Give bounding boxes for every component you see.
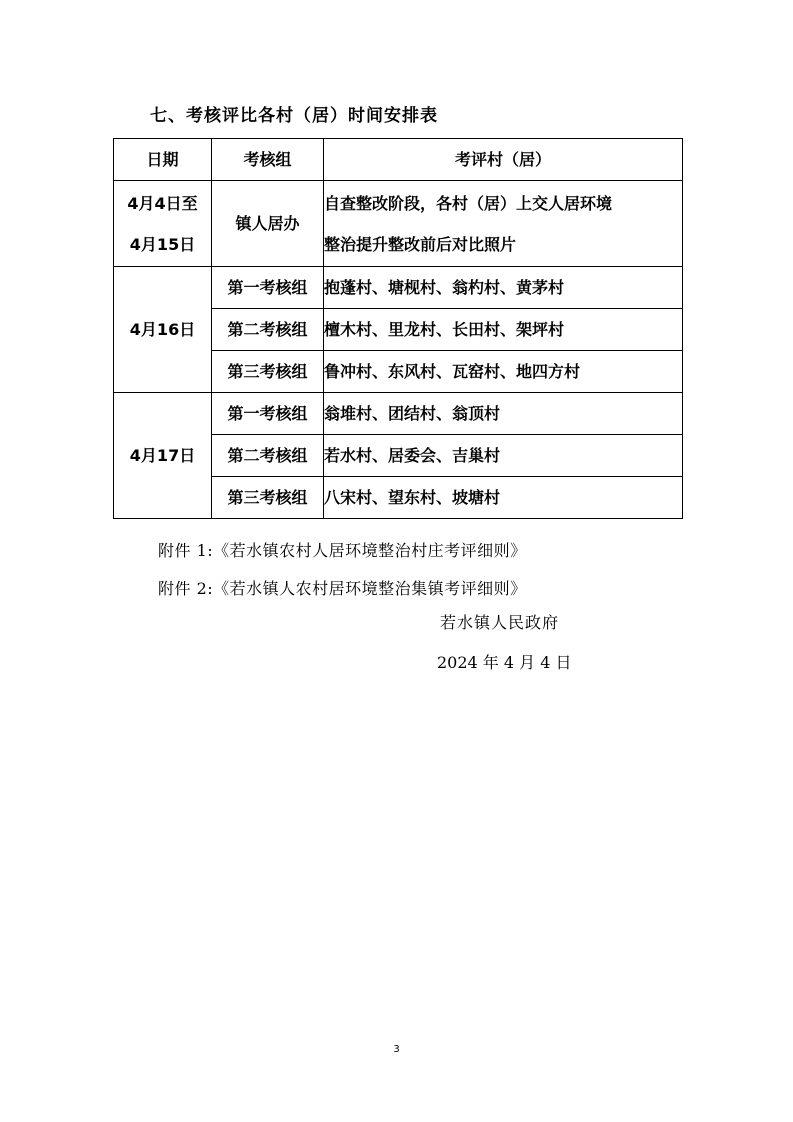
group-cell: 第一考核组 (212, 267, 324, 309)
villages-cell (324, 181, 683, 267)
villages-cell: 鲁冲村、东风村、瓦窑村、地四方村 (324, 351, 683, 393)
header-date: 日期 (114, 139, 212, 181)
header-villages: 考评村（居） (324, 139, 683, 181)
villages-line: 自查整改阶段，各村（居）上交人居环境 (324, 193, 613, 213)
villages-cell: 八宋村、望东村、坡塘村 (324, 477, 683, 519)
header-group: 考核组 (212, 139, 324, 181)
schedule-table (113, 138, 683, 519)
group-cell: 第二考核组 (212, 309, 324, 351)
table-row (114, 267, 683, 309)
date-cell: 4月16日 (114, 267, 212, 393)
villages-line: 整治提升整改前后对比照片 (324, 234, 517, 254)
date-line: 4月15日 (129, 234, 196, 254)
group-cell: 第一考核组 (212, 393, 324, 435)
attachments-list (158, 532, 527, 608)
signature-date: 2024 年 4 月 4 日 (437, 653, 572, 672)
villages-cell: 翁堆村、团结村、翁顶村 (324, 393, 683, 435)
page-number: 3 (393, 1044, 400, 1055)
villages-cell: 檀木村、里龙村、长田村、架坪村 (324, 309, 683, 351)
table-header-row (114, 139, 683, 181)
date-cell (114, 181, 212, 267)
signature-organization: 若水镇人民政府 (440, 613, 560, 632)
table-row (114, 393, 683, 435)
table-row (114, 181, 683, 267)
group-cell: 第三考核组 (212, 477, 324, 519)
date-line: 4月4日至 (127, 193, 198, 213)
group-cell: 镇人居办 (212, 181, 324, 267)
section-title: 七、考核评比各村（居）时间安排表 (150, 106, 438, 126)
date-cell: 4月17日 (114, 393, 212, 519)
attachment-item: 附件 2:《若水镇人农村居环境整治集镇考评细则》 (158, 579, 527, 598)
villages-cell: 若水村、居委会、吉巢村 (324, 435, 683, 477)
group-cell: 第二考核组 (212, 435, 324, 477)
villages-cell: 抱蓬村、塘枧村、翁杓村、黄茅村 (324, 267, 683, 309)
group-cell: 第三考核组 (212, 351, 324, 393)
attachment-item: 附件 1:《若水镇农村人居环境整治村庄考评细则》 (158, 541, 527, 560)
